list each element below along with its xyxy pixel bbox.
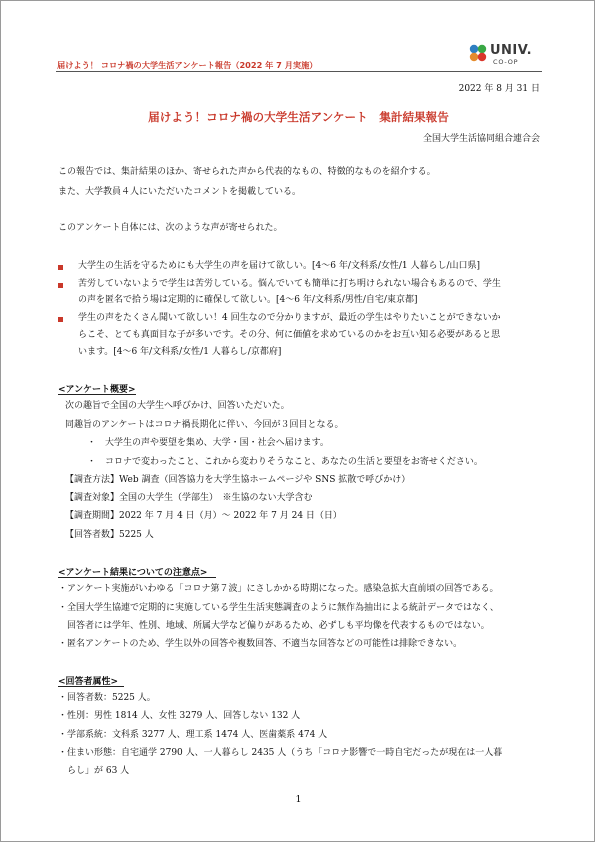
report-title: 届けよう！コロナ禍の大学生活アンケート 集計結果報告 — [148, 110, 449, 124]
voice-line: 苦労していないようで学生は苦労している。悩んでいても簡単に打ち明けられない場合もあるので、学生 — [78, 279, 501, 289]
coop-leaf-icon — [467, 43, 489, 65]
report-date: 2022 年 8 月 31 日 — [458, 84, 540, 94]
overview-detail: 【調査期間】2022 年 7 月 4 日（月）〜 2022 年 7 月 24 日（日） — [65, 511, 342, 521]
overview-line: 同趣旨のアンケートはコロナ禍長期化に伴い、今回が３回目となる。 — [65, 420, 344, 430]
voice-line: の声を匿名で拾う場は定期的に確保して欲しい。[4〜6 年/文科系/男性/自宅/東京都] — [78, 295, 418, 305]
section-heading-notes: <アンケート結果についての注意点> — [58, 568, 208, 578]
header-divider — [56, 71, 542, 72]
running-header: 届けよう！ コロナ禍の大学生活アンケート報告（2022 年 7 月実施） — [57, 60, 318, 70]
overview-detail: 【調査方法】Web 調査（回答協力を大学生協ホームページや SNS 拡散で呼びかけ） — [65, 475, 411, 485]
logo-wordmark: UNIV. — [490, 43, 533, 58]
notes-line: ・全国大学生協連で定期的に実施している学生生活実態調査のように無作為抽出による統計データではなく、 — [58, 603, 499, 613]
section-heading-attributes: <回答者属性> — [58, 677, 119, 687]
red-square-bullet-icon — [58, 283, 63, 288]
logo-subtext: CO-OP — [493, 58, 519, 66]
univ-coop-logo — [467, 43, 547, 69]
intro-line: この報告では、集計結果のほか、寄せられた声から代表的なもの、特徴的なものを紹介する。 — [58, 167, 436, 177]
section-heading-overview: <アンケート概要> — [58, 385, 136, 395]
overview-line: 次の趣旨で全国の大学生へ呼びかけ、回答いただいた。 — [65, 401, 290, 411]
overview-detail: 【回答者数】5225 人 — [65, 530, 154, 540]
notes-line: ・アンケート実施がいわゆる「コロナ第７波」にさしかかる時期になった。感染急拡大直前頃の回答である。 — [58, 584, 499, 594]
section-underline — [58, 577, 216, 578]
page-number: 1 — [295, 794, 302, 805]
voice-line: います。[4〜6 年/文科系/女性/1 人暮らし/京都府] — [78, 347, 282, 357]
attribute-line: ・住まい形態：自宅通学 2790 人、一人暮らし 2435 人（うち「コロナ影響で一時自宅だったが現在は一人暮 — [58, 748, 503, 758]
intro-line: また、大学教員４人にいただいたコメントを掲載している。 — [58, 187, 302, 197]
red-square-bullet-icon — [58, 317, 63, 322]
attribute-line: ・性別：男性 1814 人、女性 3279 人、回答しない 132 人 — [58, 711, 301, 721]
voice-line: 大学生の生活を守るためにも大学生の声を届けて欲しい。[4〜6 年/文科系/女性/1 人暮らし/山口県] — [78, 261, 481, 271]
attribute-line: ・学部系統：文科系 3277 人、理工系 1474 人、医歯薬系 474 人 — [58, 730, 328, 740]
voice-line: らこそ、とても真面目な子が多いです。その分、何に価値を求めているのかをお互い知る必要があると思 — [78, 330, 501, 340]
organization-name: 全国大学生活協同組合連合会 — [422, 134, 540, 144]
voices-lead: このアンケート自体には、次のような声が寄せられた。 — [58, 223, 283, 233]
red-square-bullet-icon — [58, 265, 63, 270]
section-underline — [58, 394, 136, 395]
overview-point: ・ コロナで変わったこと、これから変わりそうなこと、あなたの生活と要望をお寄せください。 — [87, 457, 483, 467]
overview-point: ・ 大学生の声や要望を集め、大学・国・社会へ届けます。 — [87, 438, 329, 448]
voice-line: 学生の声をたくさん聞いて欲しい！4 回生なので分かりますが、最近の学生はやりたいことができないか — [78, 313, 501, 323]
overview-detail: 【調査対象】全国の大学生（学部生） ※生協のない大学含む — [65, 493, 313, 503]
notes-line: 回答者には学年、性別、地域、所属大学など偏りがあるため、必ずしも平均像を代表するものではない。 — [58, 621, 490, 631]
attribute-line: ・回答者数：5225 人。 — [58, 693, 156, 703]
attribute-line: らし」が 63 人 — [58, 766, 130, 776]
section-underline — [58, 686, 124, 687]
notes-line: ・匿名アンケートのため、学生以外の回答や複数回答、不適当な回答などの可能性は排除できない。 — [58, 639, 463, 649]
